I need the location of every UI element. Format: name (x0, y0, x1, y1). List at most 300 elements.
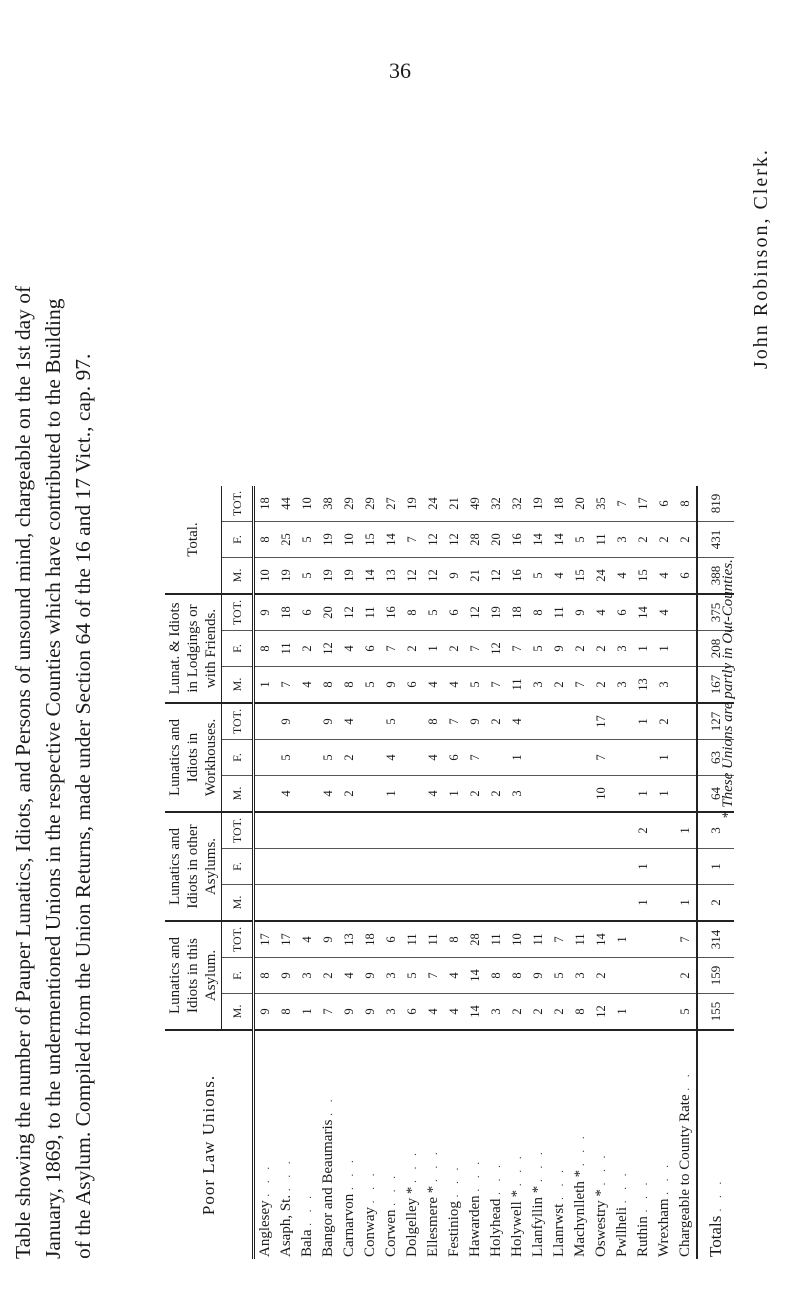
count-cell: 2 (591, 631, 612, 667)
table-body (254, 486, 735, 1259)
count-cell (549, 885, 570, 922)
count-cell (465, 885, 486, 922)
count-cell (486, 849, 507, 885)
count-cell: 4 (423, 776, 444, 813)
count-cell: 17 (633, 486, 654, 522)
count-cell: 24 (423, 486, 444, 522)
leader-dots: . . . (596, 1151, 608, 1186)
count-cell: 2 (654, 703, 675, 740)
count-cell: 8 (339, 667, 360, 704)
count-cell (675, 594, 697, 631)
count-cell (654, 994, 675, 1031)
count-cell: 6 (402, 667, 423, 704)
count-cell (423, 885, 444, 922)
count-cell: 9 (381, 667, 402, 704)
count-cell: 28 (465, 522, 486, 558)
count-cell: 17 (591, 703, 612, 740)
count-cell (633, 921, 654, 958)
count-cell: 2 (339, 776, 360, 813)
count-cell: 3 (486, 994, 507, 1031)
count-cell: 16 (507, 558, 528, 595)
count-cell: 17 (254, 921, 277, 958)
count-cell (654, 958, 675, 994)
count-cell: 9 (276, 703, 297, 740)
count-cell (297, 812, 318, 849)
header-workhouses: Lunatics and Idiots in Workhouses. (165, 703, 222, 812)
union-name: Anglesey (257, 1200, 273, 1257)
count-cell: 2 (675, 522, 697, 558)
count-cell (339, 812, 360, 849)
count-cell (486, 885, 507, 922)
count-cell (675, 703, 697, 740)
count-cell (381, 849, 402, 885)
count-cell: 4 (591, 594, 612, 631)
count-cell: 18 (507, 594, 528, 631)
count-cell: 18 (360, 921, 381, 958)
count-cell: 4 (381, 740, 402, 776)
count-cell: 20 (486, 522, 507, 558)
count-cell (633, 740, 654, 776)
count-cell: 2 (633, 522, 654, 558)
table-row (318, 486, 339, 1259)
leader-dots: . . (323, 1095, 335, 1116)
count-cell: 3 (612, 631, 633, 667)
count-cell (360, 885, 381, 922)
count-cell: 18 (276, 594, 297, 631)
count-cell (402, 812, 423, 849)
count-cell: 8 (254, 631, 277, 667)
count-cell (507, 885, 528, 922)
union-name-cell (570, 1030, 591, 1259)
count-cell: 10 (297, 486, 318, 522)
count-cell: 19 (339, 558, 360, 595)
count-cell: 159 (697, 958, 734, 994)
header-other-asylums: Lunatics and Idiots in other Asylums. (165, 812, 222, 921)
page-number: 36 (389, 58, 411, 83)
count-cell (612, 740, 633, 776)
count-cell: 4 (339, 631, 360, 667)
count-cell (339, 885, 360, 922)
count-cell (507, 849, 528, 885)
union-name-cell (423, 1030, 444, 1259)
title-line-1: Table showing the number of Pauper Lunatics, Idiots, and Persons of unsound mind, chargeable on the 1st day of (11, 285, 35, 1259)
count-cell: 1 (612, 994, 633, 1031)
count-cell: 49 (465, 486, 486, 522)
leader-dots: . . . (281, 1157, 293, 1192)
count-cell (528, 849, 549, 885)
count-cell: 2 (570, 631, 591, 667)
union-name: Asaph, St. (278, 1194, 294, 1257)
count-cell (570, 812, 591, 849)
count-cell: 14 (549, 522, 570, 558)
union-name-cell (402, 1030, 423, 1259)
count-cell: 10 (254, 558, 277, 595)
title-line-3: of the Asylum. Compiled from the Union Returns, made under Section 64 of the 16 and 17 Vict., cap. 97. (71, 353, 95, 1259)
count-cell: 11 (507, 667, 528, 704)
count-cell: 1 (675, 812, 697, 849)
sub-header-tot: TOT. (222, 812, 254, 849)
sub-header-f: F. (222, 849, 254, 885)
count-cell: 12 (318, 631, 339, 667)
count-cell: 7 (402, 522, 423, 558)
count-cell (318, 849, 339, 885)
count-cell: 3 (654, 667, 675, 704)
count-cell: 819 (697, 486, 734, 522)
count-cell: 14 (528, 522, 549, 558)
count-cell: 2 (591, 667, 612, 704)
count-cell (591, 849, 612, 885)
count-cell: 5 (528, 558, 549, 595)
count-cell: 8 (675, 486, 697, 522)
table-row (423, 486, 444, 1259)
count-cell (549, 812, 570, 849)
count-cell: 2 (591, 958, 612, 994)
count-cell: 5 (318, 740, 339, 776)
count-cell: 19 (402, 486, 423, 522)
count-cell (528, 812, 549, 849)
table-row (486, 486, 507, 1259)
count-cell: 208 (697, 631, 734, 667)
count-cell: 3 (612, 522, 633, 558)
union-name-cell (633, 1030, 654, 1259)
count-cell: 24 (591, 558, 612, 595)
union-name: Ellesmere * (425, 1185, 441, 1257)
leader-dots: . . . (407, 1149, 419, 1183)
count-cell (549, 703, 570, 740)
count-cell: 8 (423, 703, 444, 740)
count-cell: 1 (633, 776, 654, 813)
count-cell: 1 (697, 849, 734, 885)
leader-dots: . . . (470, 1157, 482, 1192)
count-cell (570, 740, 591, 776)
count-cell (276, 849, 297, 885)
count-cell (297, 849, 318, 885)
count-cell (360, 703, 381, 740)
table-row (633, 486, 654, 1259)
count-cell: 11 (486, 921, 507, 958)
count-cell (675, 740, 697, 776)
sub-header-tot: TOT. (222, 703, 254, 740)
count-cell: 6 (675, 558, 697, 595)
count-cell (297, 740, 318, 776)
union-name: Llanfyllin * (530, 1185, 546, 1257)
count-cell: 5 (381, 703, 402, 740)
count-cell: 7 (465, 740, 486, 776)
count-cell (423, 849, 444, 885)
union-name: Corwen (383, 1209, 399, 1257)
count-cell (654, 885, 675, 922)
count-cell: 4 (612, 558, 633, 595)
count-cell: 21 (444, 486, 465, 522)
count-cell (675, 849, 697, 885)
count-cell: 2 (675, 958, 697, 994)
count-cell (360, 812, 381, 849)
leader-dots: . . . (491, 1161, 503, 1195)
union-name-cell (465, 1030, 486, 1259)
sub-header-f: F. (222, 958, 254, 994)
sub-header-m: M. (222, 994, 254, 1031)
count-cell: 28 (465, 921, 486, 958)
count-cell: 9 (254, 994, 277, 1031)
count-cell: 4 (318, 776, 339, 813)
count-cell: 12 (423, 558, 444, 595)
count-cell (675, 667, 697, 704)
count-cell: 15 (633, 558, 654, 595)
count-cell: 12 (423, 522, 444, 558)
count-cell: 29 (360, 486, 381, 522)
union-name: Holywell * (509, 1189, 525, 1257)
count-cell: 19 (276, 558, 297, 595)
leader-dots: . . . (638, 1178, 650, 1213)
count-cell: 8 (507, 958, 528, 994)
count-cell (570, 885, 591, 922)
count-cell: 14 (465, 958, 486, 994)
count-cell: 7 (465, 631, 486, 667)
count-cell: 8 (254, 958, 277, 994)
count-cell: 7 (318, 994, 339, 1031)
count-cell (528, 776, 549, 813)
table-row (528, 486, 549, 1259)
union-name: Bala (299, 1229, 315, 1257)
count-cell (254, 849, 277, 885)
count-cell: 12 (486, 558, 507, 595)
count-cell: 11 (360, 594, 381, 631)
count-cell: 3 (528, 667, 549, 704)
union-name-cell (318, 1030, 339, 1259)
count-cell: 9 (318, 703, 339, 740)
count-cell (612, 885, 633, 922)
union-name: Chargeable to County Rate (677, 1094, 693, 1257)
union-name: Machynlleth * (572, 1169, 588, 1257)
count-cell: 21 (465, 558, 486, 595)
count-cell (549, 776, 570, 813)
sub-header-f: F. (222, 631, 254, 667)
count-cell: 3 (381, 994, 402, 1031)
union-name: Oswestry * (593, 1189, 609, 1257)
count-cell (381, 812, 402, 849)
count-cell: 4 (297, 921, 318, 958)
header-this-asylum: Lunatics and Idiots in this Asylum. (165, 921, 222, 1030)
count-cell: 1 (633, 703, 654, 740)
count-cell (570, 776, 591, 813)
union-name-cell (381, 1030, 402, 1259)
count-cell: 13 (339, 921, 360, 958)
union-name-cell (486, 1030, 507, 1259)
union-name-cell (507, 1030, 528, 1259)
count-cell: 11 (591, 522, 612, 558)
count-cell: 10 (339, 522, 360, 558)
count-cell (339, 849, 360, 885)
count-cell: 9 (254, 594, 277, 631)
count-cell: 16 (381, 594, 402, 631)
count-cell: 2 (444, 631, 465, 667)
count-cell: 3 (381, 958, 402, 994)
count-cell (297, 885, 318, 922)
count-cell: 4 (339, 958, 360, 994)
count-cell (654, 849, 675, 885)
union-name-cell (697, 1030, 734, 1259)
count-cell (402, 776, 423, 813)
count-cell (381, 885, 402, 922)
count-cell: 32 (507, 486, 528, 522)
count-cell: 9 (276, 958, 297, 994)
union-name: Wrexham (656, 1198, 672, 1257)
count-cell: 11 (402, 921, 423, 958)
count-cell (254, 740, 277, 776)
count-cell: 11 (570, 921, 591, 958)
count-cell: 13 (633, 667, 654, 704)
count-cell (465, 812, 486, 849)
count-cell: 1 (654, 631, 675, 667)
count-cell (444, 812, 465, 849)
count-cell (507, 812, 528, 849)
count-cell: 431 (697, 522, 734, 558)
count-cell: 14 (360, 558, 381, 595)
count-cell (654, 812, 675, 849)
count-cell: 1 (675, 885, 697, 922)
count-cell: 19 (318, 558, 339, 595)
count-cell: 4 (444, 994, 465, 1031)
count-cell: 9 (339, 994, 360, 1031)
count-cell: 3 (697, 812, 734, 849)
count-cell: 6 (297, 594, 318, 631)
count-cell: 1 (444, 776, 465, 813)
count-cell: 4 (423, 740, 444, 776)
count-cell: 4 (297, 667, 318, 704)
count-cell: 11 (423, 921, 444, 958)
footnote: * These Unions are partly in Out-Counties. (720, 559, 736, 819)
count-cell: 9 (360, 958, 381, 994)
count-cell (612, 849, 633, 885)
count-cell: 8 (486, 958, 507, 994)
union-name: Dolgelley * (404, 1186, 420, 1257)
leader-dots: . . . (659, 1160, 671, 1195)
sub-header-m: M. (222, 885, 254, 922)
count-cell: 2 (297, 631, 318, 667)
count-cell: 5 (570, 522, 591, 558)
union-name: Conway (362, 1207, 378, 1257)
count-cell: 15 (360, 522, 381, 558)
count-cell: 14 (633, 594, 654, 631)
sub-header-f: F. (222, 740, 254, 776)
count-cell: 1 (612, 921, 633, 958)
count-cell: 314 (697, 921, 734, 958)
count-cell: 17 (276, 921, 297, 958)
union-name: Pwllheli (614, 1206, 630, 1257)
union-name: Carnarvon (341, 1193, 357, 1257)
count-cell: 14 (465, 994, 486, 1031)
table-row (465, 486, 486, 1259)
count-cell: 7 (549, 921, 570, 958)
count-cell: 8 (570, 994, 591, 1031)
count-cell: 32 (486, 486, 507, 522)
count-cell: 6 (381, 921, 402, 958)
count-cell (612, 776, 633, 813)
count-cell: 6 (402, 994, 423, 1031)
leader-dots: . . . (260, 1162, 272, 1197)
count-cell (549, 740, 570, 776)
count-cell: 5 (402, 958, 423, 994)
count-cell (570, 849, 591, 885)
count-cell: 1 (633, 849, 654, 885)
count-cell (297, 776, 318, 813)
union-name: Totals (706, 1215, 725, 1257)
title-line-2: January, 1869, to the undermentioned Unions in the respective Counties which have contributed to the Building (41, 298, 65, 1259)
count-cell: 4 (507, 703, 528, 740)
count-cell: 7 (675, 921, 697, 958)
union-name-cell (276, 1030, 297, 1259)
union-name: Holyhead (488, 1198, 504, 1257)
count-cell: 38 (318, 486, 339, 522)
union-name: Bangor and Beaumaris (320, 1119, 336, 1257)
count-cell: 1 (633, 631, 654, 667)
count-cell: 2 (486, 703, 507, 740)
count-cell (612, 812, 633, 849)
count-cell (612, 958, 633, 994)
count-cell: 20 (318, 594, 339, 631)
count-cell: 8 (444, 921, 465, 958)
table-row (402, 486, 423, 1259)
count-cell: 9 (360, 994, 381, 1031)
table-row (381, 486, 402, 1259)
count-cell (549, 849, 570, 885)
count-cell: 63 (697, 740, 734, 776)
count-cell (654, 921, 675, 958)
count-cell: 8 (276, 994, 297, 1031)
count-cell: 388 (697, 558, 734, 595)
count-cell: 167 (697, 667, 734, 704)
leader-dots: . . . (365, 1169, 377, 1204)
count-cell: 9 (465, 703, 486, 740)
count-cell (254, 885, 277, 922)
count-cell: 9 (570, 594, 591, 631)
union-name-cell (254, 1030, 277, 1259)
count-cell: 5 (549, 958, 570, 994)
count-cell: 7 (381, 631, 402, 667)
union-name-cell (339, 1030, 360, 1259)
count-cell (276, 812, 297, 849)
count-cell: 6 (360, 631, 381, 667)
count-cell (486, 812, 507, 849)
count-cell: 5 (675, 994, 697, 1031)
count-cell: 13 (381, 558, 402, 595)
header-lodgings: Lunat. & Idiots in Lodgings or with Friends. (165, 594, 222, 703)
count-cell: 12 (402, 558, 423, 595)
count-cell: 6 (654, 486, 675, 522)
leader-dots: . . . (302, 1192, 314, 1226)
count-cell: 35 (591, 486, 612, 522)
count-cell: 11 (528, 921, 549, 958)
count-cell: 8 (318, 667, 339, 704)
count-cell: 2 (507, 994, 528, 1031)
union-name: Festiniog (446, 1201, 462, 1257)
count-cell: 5 (465, 667, 486, 704)
count-cell (318, 885, 339, 922)
header-total: Total. (165, 486, 222, 594)
union-name-cell (591, 1030, 612, 1259)
union-name-cell (297, 1030, 318, 1259)
count-cell (675, 631, 697, 667)
leader-dots: . . . (533, 1148, 545, 1182)
sub-header-m: M. (222, 667, 254, 704)
union-name-cell (444, 1030, 465, 1259)
count-cell: 1 (507, 740, 528, 776)
count-cell: 11 (549, 594, 570, 631)
count-cell: 8 (528, 594, 549, 631)
count-cell: 3 (612, 667, 633, 704)
count-cell: 4 (444, 667, 465, 704)
count-cell (297, 703, 318, 740)
